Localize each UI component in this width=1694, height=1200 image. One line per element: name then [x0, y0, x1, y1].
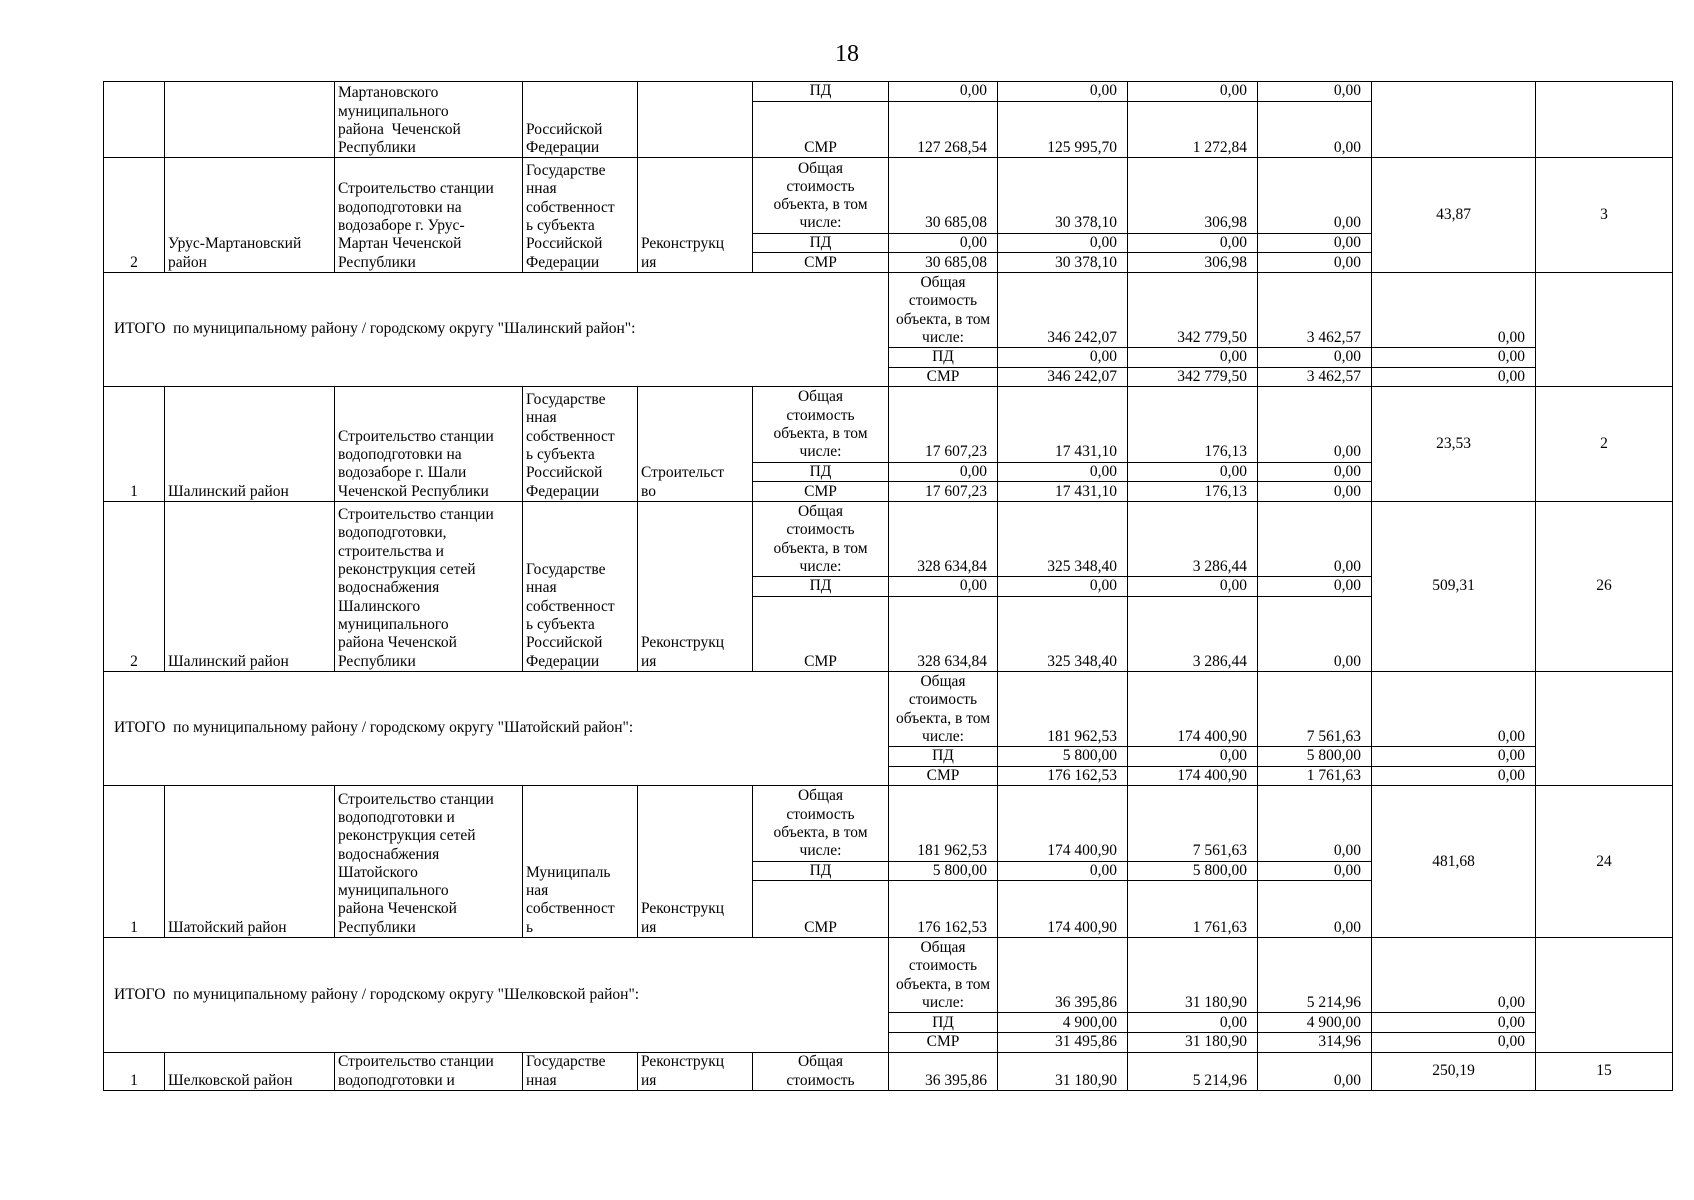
value-other: 0,00 — [1258, 881, 1372, 938]
work-type: Реконструкц ия — [638, 786, 753, 938]
district-name: Урус-Мартановский район — [165, 158, 335, 272]
value-total: 176 162,53 — [889, 881, 998, 938]
capacity: 250,19 — [1372, 1052, 1536, 1090]
object-name: Строительство станции водоподготовки, строительства и реконструкция сетей водоснабжения Шалинского муниципального района Чеченской Республики — [335, 501, 523, 671]
value-total: 30 685,08 — [889, 253, 998, 273]
value-regional: 5 214,96 — [1258, 938, 1372, 1013]
cost-item-label: ПД — [753, 577, 889, 597]
cost-item-label: СМР — [753, 881, 889, 938]
value-federal: 342 779,50 — [1128, 367, 1258, 387]
cost-item-label: Общая стоимость объекта, в том числе: — [753, 387, 889, 462]
value-regional: 0,00 — [1128, 577, 1258, 597]
value-regional: 0,00 — [1258, 348, 1372, 368]
value-other: 0,00 — [1258, 233, 1372, 253]
row-number: 1 — [104, 1052, 165, 1090]
total-label: ИТОГО по муниципальному району / городскому округу "Шелковской район": — [104, 938, 889, 1052]
value-total: 0,00 — [889, 233, 998, 253]
total-row — [104, 272, 1673, 347]
cost-item-label: Общая стоимость объекта, в том числе: — [889, 938, 998, 1013]
work-type: Реконструкц ия — [638, 501, 753, 671]
cost-item-label: Общая стоимость объекта, в том числе: — [753, 786, 889, 861]
value-federal: 0,00 — [998, 233, 1128, 253]
district-name: Шалинский район — [165, 501, 335, 671]
cost-item-label: СМР — [889, 1032, 998, 1052]
page-number: 18 — [835, 41, 859, 67]
value-total: 181 962,53 — [889, 786, 998, 861]
jobs: 26 — [1536, 501, 1673, 671]
cost-item-label: Общая стоимость объекта, в том числе: — [889, 671, 998, 746]
value-other: 0,00 — [1372, 348, 1536, 368]
value-federal: 325 348,40 — [998, 501, 1128, 576]
work-type — [638, 82, 753, 158]
value-regional: 3 462,57 — [1258, 272, 1372, 347]
object-name: Строительство станции водоподготовки на водозаборе г. Шали Чеченской Республики — [335, 387, 523, 501]
value-total: 181 962,53 — [998, 671, 1128, 746]
total-row — [104, 938, 1673, 1013]
ownership-form: Государстве нная собственност ь субъекта Российской Федерации — [523, 387, 638, 501]
cost-item-label: ПД — [753, 82, 889, 102]
value-regional: 5 800,00 — [1258, 747, 1372, 767]
value-federal: 17 431,10 — [998, 387, 1128, 462]
row-number: 2 — [104, 158, 165, 272]
total-label: ИТОГО по муниципальному району / городскому округу "Шалинский район": — [104, 272, 889, 386]
capacity — [1536, 671, 1673, 785]
cost-item-label: ПД — [889, 747, 998, 767]
value-federal: 174 400,90 — [1128, 671, 1258, 746]
value-other: 0,00 — [1258, 482, 1372, 502]
district-name: Шалинский район — [165, 387, 335, 501]
work-type: Реконструкц ия — [638, 1052, 753, 1090]
value-federal: 30 378,10 — [998, 253, 1128, 273]
value-federal: 17 431,10 — [998, 482, 1128, 502]
value-other: 0,00 — [1258, 101, 1372, 158]
cost-item-label: СМР — [753, 482, 889, 502]
jobs: 24 — [1536, 786, 1673, 938]
value-other: 0,00 — [1258, 577, 1372, 597]
value-regional: 0,00 — [1128, 82, 1258, 102]
investment-table — [103, 81, 1673, 1091]
value-other: 0,00 — [1258, 158, 1372, 233]
object-name: Мартановского муниципального района Чеченской Республики — [335, 82, 523, 158]
value-total: 31 495,86 — [998, 1032, 1128, 1052]
value-total: 30 685,08 — [889, 158, 998, 233]
value-total: 0,00 — [998, 348, 1128, 368]
row-number: 1 — [104, 387, 165, 501]
value-federal: 0,00 — [998, 861, 1128, 881]
work-type: Реконструкц ия — [638, 158, 753, 272]
value-other: 0,00 — [1258, 501, 1372, 576]
cost-item-label: СМР — [753, 253, 889, 273]
object-name: Строительство станции водоподготовки и реконструкция сетей водоснабжения Шатойского муниципального района Чеченской Республики — [335, 786, 523, 938]
cost-item-label: ПД — [753, 861, 889, 881]
capacity — [1536, 938, 1673, 1052]
row-number: 1 — [104, 786, 165, 938]
object-row — [104, 786, 1673, 861]
total-row — [104, 671, 1673, 746]
value-regional: 7 561,63 — [1258, 671, 1372, 746]
ownership-form: Государстве нная — [523, 1052, 638, 1090]
cost-item-label: Общая стоимость объекта, в том числе: — [753, 501, 889, 576]
value-other: 0,00 — [1258, 82, 1372, 102]
capacity — [1536, 272, 1673, 386]
object-row — [104, 387, 1673, 462]
value-total: 17 607,23 — [889, 387, 998, 462]
value-total: 127 268,54 — [889, 101, 998, 158]
value-federal: 30 378,10 — [998, 158, 1128, 233]
value-regional: 1 272,84 — [1128, 101, 1258, 158]
value-other: 0,00 — [1372, 1013, 1536, 1033]
capacity: 43,87 — [1372, 158, 1536, 272]
object-row — [104, 501, 1673, 576]
cost-item-label: Общая стоимость объекта, в том числе: — [889, 272, 998, 347]
value-other: 0,00 — [1258, 1052, 1372, 1090]
district-name: Шатойский район — [165, 786, 335, 938]
value-regional: 1 761,63 — [1258, 766, 1372, 786]
district-name — [165, 82, 335, 158]
value-regional: 1 761,63 — [1128, 881, 1258, 938]
value-total: 36 395,86 — [889, 1052, 998, 1090]
jobs: 15 — [1536, 1052, 1673, 1090]
value-other: 0,00 — [1258, 387, 1372, 462]
value-federal: 342 779,50 — [1128, 272, 1258, 347]
capacity: 23,53 — [1372, 387, 1536, 501]
cost-item-label: Общая стоимость — [753, 1052, 889, 1090]
value-total: 176 162,53 — [998, 766, 1128, 786]
value-other: 0,00 — [1372, 671, 1536, 746]
value-other: 0,00 — [1258, 462, 1372, 482]
ownership-form: Муниципаль ная собственност ь — [523, 786, 638, 938]
cost-item-label: ПД — [889, 1013, 998, 1033]
value-regional: 7 561,63 — [1128, 786, 1258, 861]
value-other: 0,00 — [1372, 272, 1536, 347]
capacity: 509,31 — [1372, 501, 1536, 671]
value-total: 5 800,00 — [889, 861, 998, 881]
object-row — [104, 1052, 1673, 1090]
value-federal: 125 995,70 — [998, 101, 1128, 158]
work-type: Строительст во — [638, 387, 753, 501]
value-total: 36 395,86 — [998, 938, 1128, 1013]
value-federal: 0,00 — [1128, 1013, 1258, 1033]
object-row — [104, 82, 1673, 102]
value-regional: 0,00 — [1128, 462, 1258, 482]
value-regional: 3 286,44 — [1128, 596, 1258, 671]
value-federal: 174 400,90 — [998, 881, 1128, 938]
jobs: 3 — [1536, 158, 1673, 272]
row-number: 2 — [104, 501, 165, 671]
cost-item-label: СМР — [889, 766, 998, 786]
value-other: 0,00 — [1372, 1032, 1536, 1052]
value-federal: 0,00 — [1128, 747, 1258, 767]
value-total: 0,00 — [889, 462, 998, 482]
capacity: 481,68 — [1372, 786, 1536, 938]
value-federal: 174 400,90 — [1128, 766, 1258, 786]
value-total: 4 900,00 — [998, 1013, 1128, 1033]
value-total: 346 242,07 — [998, 272, 1128, 347]
value-total: 328 634,84 — [889, 596, 998, 671]
row-number — [104, 82, 165, 158]
value-federal: 31 180,90 — [1128, 1032, 1258, 1052]
ownership-form: Государстве нная собственност ь субъекта Российской Федерации — [523, 501, 638, 671]
value-regional: 4 900,00 — [1258, 1013, 1372, 1033]
value-total: 0,00 — [889, 577, 998, 597]
value-total: 0,00 — [889, 82, 998, 102]
value-other: 0,00 — [1372, 938, 1536, 1013]
jobs: 2 — [1536, 387, 1673, 501]
value-regional: 0,00 — [1128, 233, 1258, 253]
value-federal: 325 348,40 — [998, 596, 1128, 671]
value-federal: 0,00 — [1128, 348, 1258, 368]
value-other: 0,00 — [1258, 786, 1372, 861]
value-total: 5 800,00 — [998, 747, 1128, 767]
cost-item-label: ПД — [753, 462, 889, 482]
cost-item-label: ПД — [753, 233, 889, 253]
object-name: Строительство станции водоподготовки на водозаборе г. Урус- Мартан Чеченской Республики — [335, 158, 523, 272]
object-row — [104, 158, 1673, 233]
value-regional: 3 286,44 — [1128, 501, 1258, 576]
value-federal: 31 180,90 — [1128, 938, 1258, 1013]
value-total: 346 242,07 — [998, 367, 1128, 387]
value-regional: 314,96 — [1258, 1032, 1372, 1052]
ownership-form: Российской Федерации — [523, 82, 638, 158]
value-federal: 0,00 — [998, 462, 1128, 482]
value-total: 328 634,84 — [889, 501, 998, 576]
cost-item-label: Общая стоимость объекта, в том числе: — [753, 158, 889, 233]
cost-item-label: ПД — [889, 348, 998, 368]
value-regional: 5 800,00 — [1128, 861, 1258, 881]
district-name: Шелковской район — [165, 1052, 335, 1090]
cost-item-label: СМР — [753, 596, 889, 671]
value-federal: 31 180,90 — [998, 1052, 1128, 1090]
value-other: 0,00 — [1258, 861, 1372, 881]
value-regional: 306,98 — [1128, 253, 1258, 273]
value-other: 0,00 — [1372, 766, 1536, 786]
total-label: ИТОГО по муниципальному району / городскому округу "Шатойский район": — [104, 671, 889, 785]
cost-item-label: СМР — [889, 367, 998, 387]
value-regional: 176,13 — [1128, 482, 1258, 502]
value-regional: 3 462,57 — [1258, 367, 1372, 387]
value-regional: 306,98 — [1128, 158, 1258, 233]
cost-item-label: СМР — [753, 101, 889, 158]
value-regional: 5 214,96 — [1128, 1052, 1258, 1090]
value-regional: 176,13 — [1128, 387, 1258, 462]
value-other: 0,00 — [1258, 596, 1372, 671]
ownership-form: Государстве нная собственност ь субъекта Российской Федерации — [523, 158, 638, 272]
capacity — [1372, 82, 1536, 158]
value-other: 0,00 — [1258, 253, 1372, 273]
object-name: Строительство станции водоподготовки и — [335, 1052, 523, 1090]
jobs — [1536, 82, 1673, 158]
value-federal: 174 400,90 — [998, 786, 1128, 861]
value-total: 17 607,23 — [889, 482, 998, 502]
value-federal: 0,00 — [998, 82, 1128, 102]
value-federal: 0,00 — [998, 577, 1128, 597]
value-other: 0,00 — [1372, 747, 1536, 767]
value-other: 0,00 — [1372, 367, 1536, 387]
